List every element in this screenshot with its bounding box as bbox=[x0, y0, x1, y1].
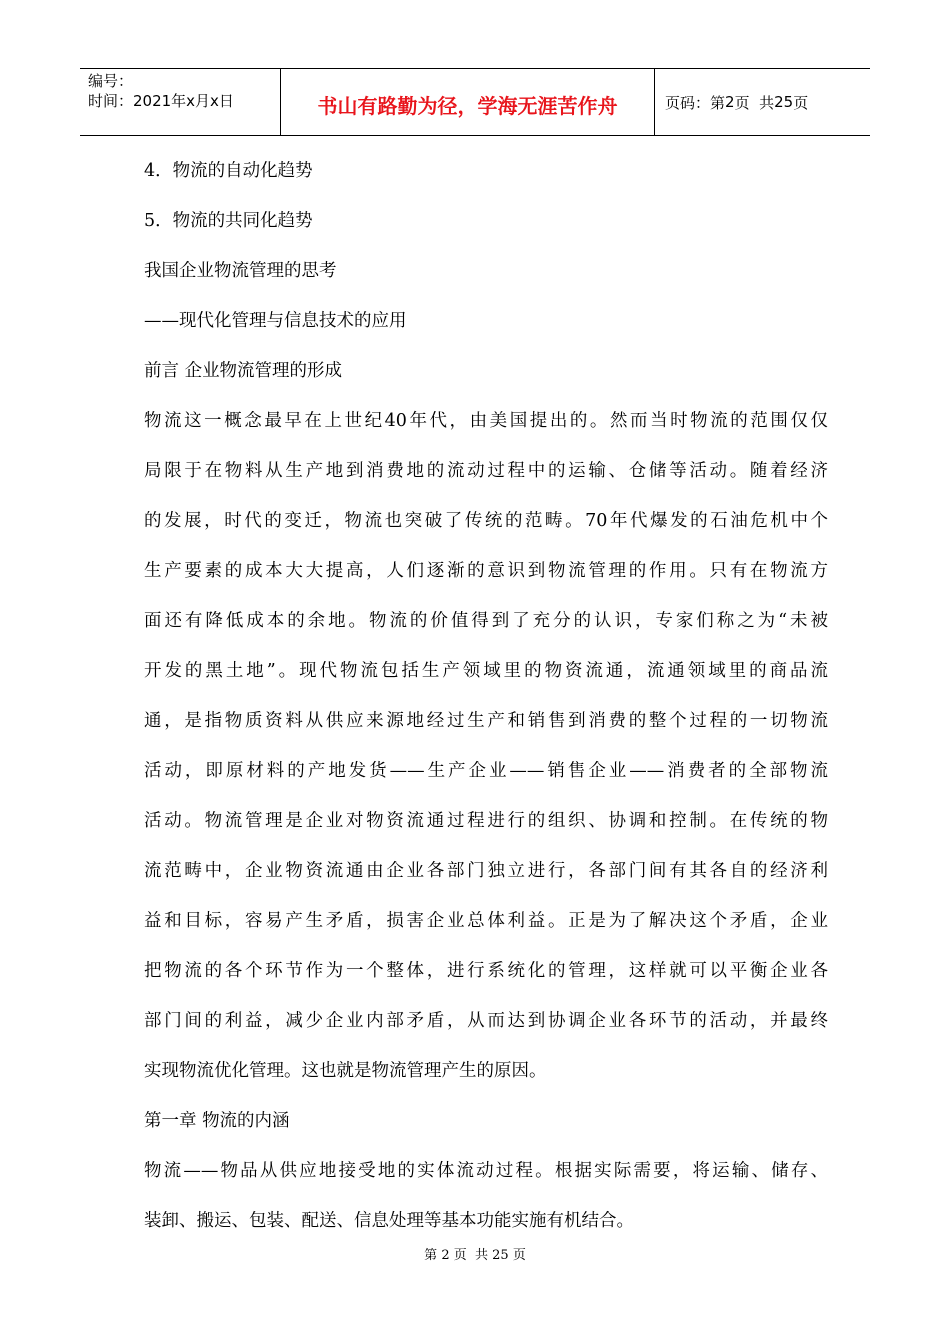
text-line: 物流这一概念最早在上世纪40年代，由美国提出的。然而当时物流的范围仅仅 bbox=[144, 411, 828, 431]
text-line: 开发的黑土地”。现代物流包括生产领域里的物资流通，流通领域里的商品流 bbox=[144, 661, 828, 681]
text-line: 益和目标，容易产生矛盾，损害企业总体利益。正是为了解决这个矛盾，企业 bbox=[144, 911, 828, 931]
text-line: 流范畴中，企业物资流通由企业各部门独立进行，各部门间有其各自的经济利 bbox=[144, 861, 828, 881]
document-number-label: 编号： bbox=[88, 72, 134, 90]
text-line: 把物流的各个环节作为一个整体，进行系统化的管理，这样就可以平衡企业各 bbox=[144, 961, 828, 981]
header-motto: 书山有路勤为径，学海无涯苦作舟 bbox=[281, 69, 655, 135]
text-line: ——现代化管理与信息技术的应用 bbox=[144, 311, 407, 331]
footer-page-current: 2 bbox=[441, 1248, 450, 1263]
header-page-prefix: 页码：第 bbox=[665, 93, 726, 112]
text-line: 活动，即原材料的产地发货——生产企业——销售企业——消费者的全部物流 bbox=[144, 761, 828, 781]
page-header bbox=[80, 68, 870, 136]
document-time-label: 时间：2021年x月x日 bbox=[88, 92, 234, 110]
footer-middle: 页 共 bbox=[453, 1248, 488, 1263]
footer-prefix: 第 bbox=[424, 1248, 438, 1263]
text-line: 活动。物流管理是企业对物资流通过程进行的组织、协调和控制。在传统的物 bbox=[144, 811, 828, 831]
text-line: 的发展，时代的变迁，物流也突破了传统的范畴。70年代爆发的石油危机中个 bbox=[144, 511, 828, 531]
text-line: 物流——物品从供应地接受地的实体流动过程。根据实际需要，将运输、储存、 bbox=[144, 1161, 828, 1181]
document-body bbox=[144, 146, 828, 1246]
text-line: 生产要素的成本大大提高，人们逐渐的意识到物流管理的作用。只有在物流方 bbox=[144, 561, 828, 581]
text-line: 前言 企业物流管理的形成 bbox=[144, 361, 343, 381]
footer-suffix: 页 bbox=[512, 1248, 526, 1263]
header-page-suffix: 页 bbox=[793, 93, 809, 112]
text-line: 5．物流的共同化趋势 bbox=[144, 211, 313, 231]
header-page-middle: 页 共 bbox=[734, 93, 775, 112]
header-page-current: 2 bbox=[725, 93, 735, 111]
text-line: 部门间的利益，减少企业内部矛盾，从而达到协调企业各环节的活动，并最终 bbox=[144, 1011, 828, 1031]
text-line: 第一章 物流的内涵 bbox=[144, 1111, 290, 1131]
text-line: 4．物流的自动化趋势 bbox=[144, 161, 313, 181]
page-footer bbox=[0, 1244, 950, 1263]
text-line: 装卸、搬运、包装、配送、信息处理等基本功能实施有机结合。 bbox=[144, 1211, 634, 1231]
text-line: 局限于在物料从生产地到消费地的流动过程中的运输、仓储等活动。随着经济 bbox=[144, 461, 828, 481]
header-page-total: 25 bbox=[774, 93, 794, 111]
header-meta bbox=[80, 69, 281, 135]
text-line: 我国企业物流管理的思考 bbox=[144, 261, 337, 281]
text-line: 通，是指物质资料从供应来源地经过生产和销售到消费的整个过程的一切物流 bbox=[144, 711, 828, 731]
header-page-number bbox=[655, 69, 870, 135]
footer-page-total: 25 bbox=[492, 1248, 509, 1263]
text-line: 实现物流优化管理。这也就是物流管理产生的原因。 bbox=[144, 1061, 547, 1081]
text-line: 面还有降低成本的余地。物流的价值得到了充分的认识，专家们称之为“未被 bbox=[144, 611, 828, 631]
